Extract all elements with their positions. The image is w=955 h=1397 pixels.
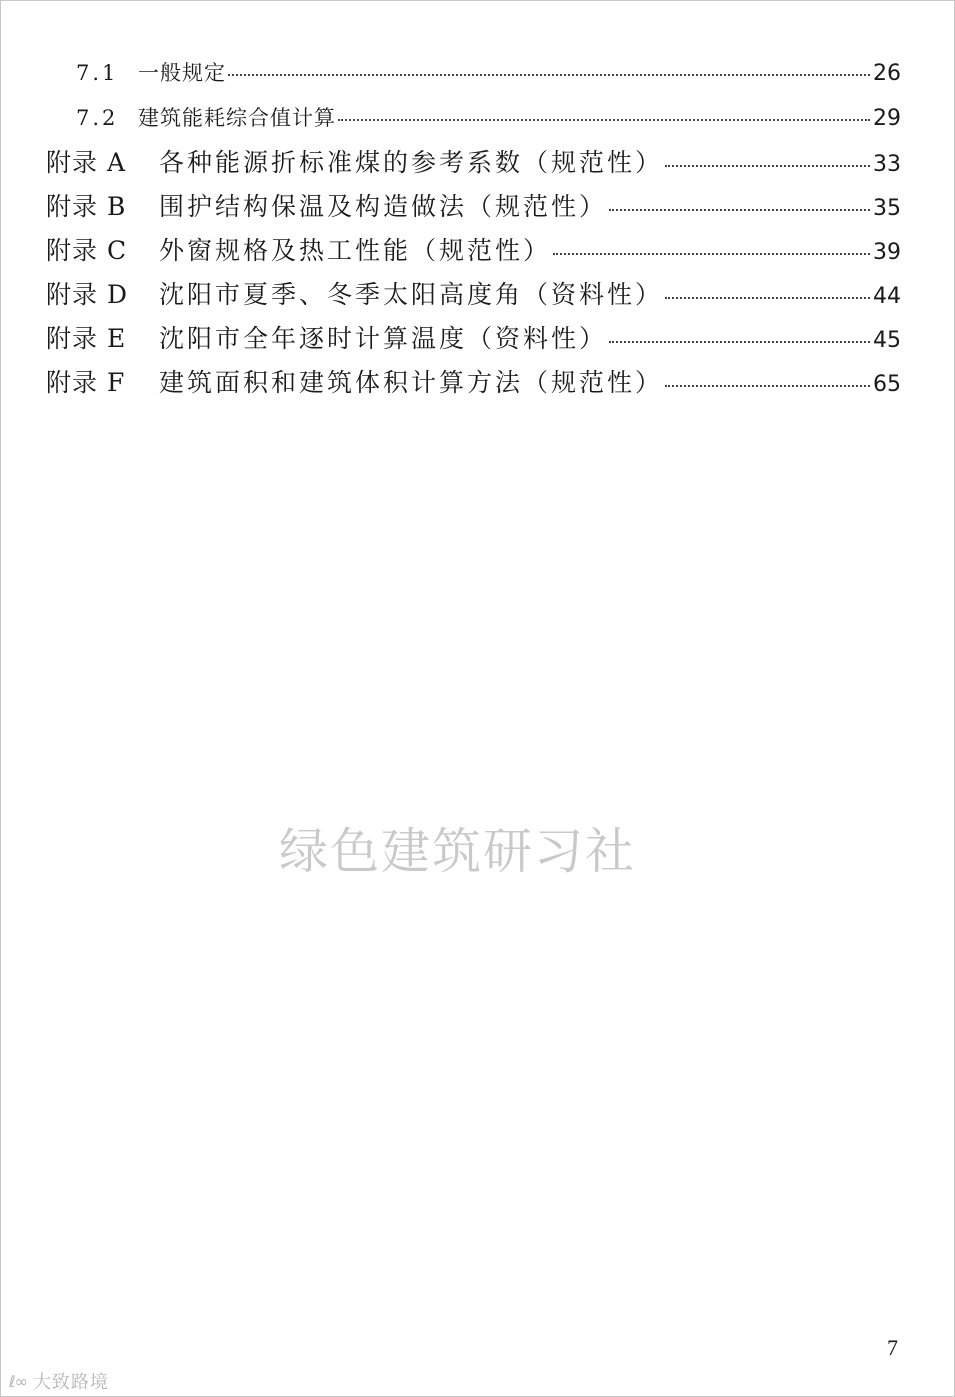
toc-entry-number: 附录 B [46,192,127,221]
toc-leader-dots [228,73,870,76]
toc-entry-title: 沈阳市全年逐时计算温度（资料性） [159,324,608,353]
toc-entry-number: 附录 E [46,324,127,353]
page-number: 7 [887,1335,898,1360]
toc-leader-dots [665,384,870,387]
toc-entry-number: 附录 C [46,236,128,265]
logo-icon: ℓ∞ [9,1371,27,1391]
watermark-text: 绿色建筑研习社 [279,823,637,880]
toc-entry-7-2[interactable] [76,102,901,132]
toc-entry-number: 附录 A [46,148,127,177]
toc-entry-title: 外窗规格及热工性能（规范性） [159,236,552,265]
toc-leader-dots [665,164,870,167]
toc-entry-title: 沈阳市夏季、冬季太阳高度角（资料性） [159,280,664,309]
logo-text: 大致路境 [32,1372,109,1393]
toc-leader-dots [553,252,870,255]
toc-leader-dots [338,118,870,121]
toc-entry-number: 附录 D [46,280,128,309]
toc-entry-appendix-c[interactable] [46,231,901,267]
toc-entry-page: 45 [873,328,901,353]
toc-leader-dots [609,340,870,343]
toc-entry-appendix-b[interactable] [46,187,901,223]
toc-leader-dots [609,208,870,211]
toc-entry-appendix-f[interactable] [46,363,901,399]
toc-entry-title: 建筑面积和建筑体积计算方法（规范性） [159,368,664,397]
toc-entry-page: 35 [873,196,901,221]
toc-entry-title: 建筑能耗综合值计算 [138,106,336,130]
toc-entry-page: 29 [873,106,901,131]
toc-entry-title: 一般规定 [138,61,226,85]
toc-entry-7-1[interactable] [76,57,901,87]
toc-entry-title: 围护结构保温及构造做法（规范性） [159,192,608,221]
toc-entry-number: 附录 F [46,368,126,397]
toc-entry-page: 26 [873,61,901,86]
toc-entry-title: 各种能源折标准煤的参考系数（规范性） [159,148,664,177]
footer-logo [9,1368,109,1394]
toc-entry-page: 44 [873,284,901,309]
toc-entry-number: 7.2 [76,106,119,130]
toc-entry-appendix-d[interactable] [46,275,901,311]
toc-entry-page: 65 [873,372,901,397]
toc-leader-dots [665,296,870,299]
toc-entry-appendix-e[interactable] [46,319,901,355]
toc-entry-number: 7.1 [76,61,119,85]
toc-entry-page: 39 [873,240,901,265]
toc-entry-appendix-a[interactable] [46,143,901,179]
toc-entry-page: 33 [873,152,901,177]
